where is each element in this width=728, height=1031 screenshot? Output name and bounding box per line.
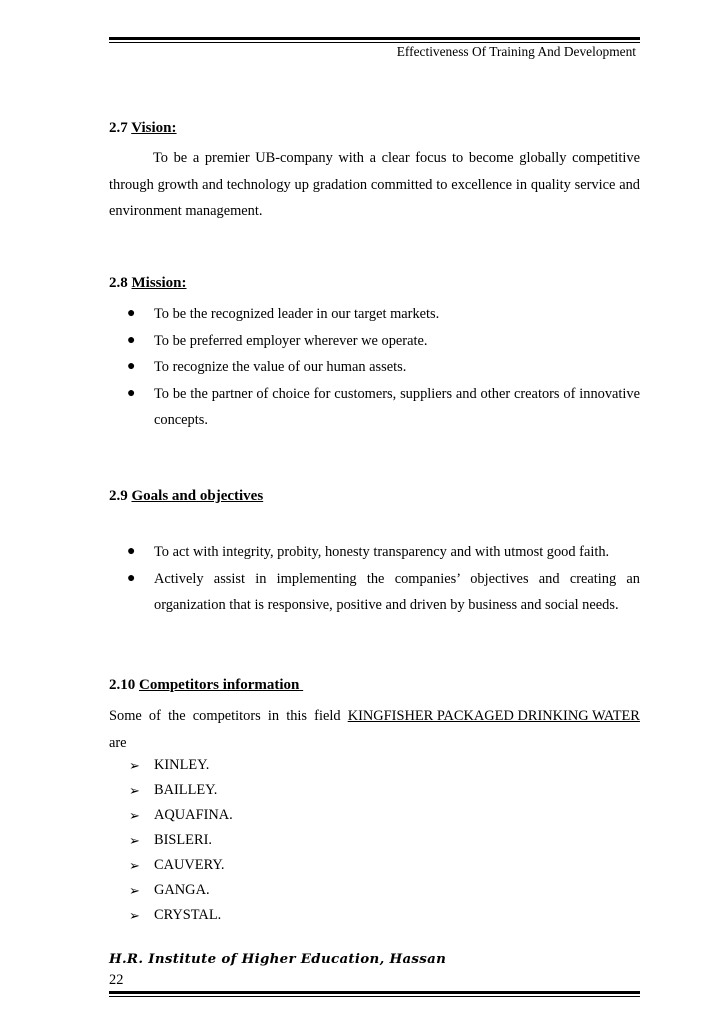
list-item: ● To be the partner of choice for customers, suppliers and other creators of innovative concepts. (109, 381, 640, 434)
arrow-bullet-icon: ➢ (129, 883, 140, 898)
mission-number: 2.8 (109, 275, 128, 291)
footer-rule-thin (109, 996, 640, 997)
vision-number: 2.7 (109, 120, 128, 136)
running-header: Effectiveness Of Training And Development (396, 44, 636, 59)
competitors-brand: KINGFISHER PACKAGED DRINKING WATER (347, 708, 640, 724)
competitors-number: 2.10 (109, 677, 136, 693)
list-item: ➢ GANGA. (109, 878, 233, 903)
list-item: ➢ CRYSTAL. (109, 903, 233, 928)
list-item: ➢ BAILLEY. (109, 778, 233, 803)
vision-text: To be a premier UB-company with a clear focus to become globally competitive through growth and technology up gradation committed to excellence in quality service and environment management. (109, 150, 640, 219)
competitors-intro: Some of the competitors in this field KINGFISHER PACKAGED DRINKING WATER (109, 703, 640, 729)
list-item: ➢ AQUAFINA. (109, 803, 233, 828)
mission-heading (109, 275, 187, 292)
arrow-bullet-icon: ➢ (129, 808, 140, 823)
bullet-icon: ● (127, 332, 136, 348)
header-rule-thick (109, 37, 640, 40)
bullet-icon: ● (127, 385, 136, 401)
vision-heading (109, 120, 177, 137)
vision-paragraph (109, 145, 640, 225)
list-item: ➢ BISLERI. (109, 828, 233, 853)
arrow-bullet-icon: ➢ (129, 833, 140, 848)
list-item: ● To act with integrity, probity, honesty transparency and with utmost good faith. (109, 539, 640, 566)
mission-title: Mission: (131, 275, 187, 291)
goals-number: 2.9 (109, 488, 128, 504)
page-number: 22 (109, 972, 124, 988)
bullet-icon: ● (127, 544, 136, 559)
bullet-icon: ● (127, 359, 136, 374)
arrow-bullet-icon: ➢ (129, 758, 140, 773)
bullet-icon: ● (127, 570, 136, 586)
goals-heading (109, 488, 263, 505)
bullet-icon: ● (127, 306, 136, 321)
footer-institution: H.R. Institute of Higher Education, Hassan (109, 951, 447, 967)
list-item: ➢ CAUVERY. (109, 853, 233, 878)
list-item: ● Actively assist in implementing the companies’ objectives and creating an organization that is responsive, positive and driven by business and social needs. (109, 566, 640, 619)
arrow-bullet-icon: ➢ (129, 908, 140, 923)
list-item: ● To recognize the value of our human assets. (109, 354, 640, 381)
list-item: ● To be preferred employer wherever we operate. (109, 328, 640, 355)
arrow-bullet-icon: ➢ (129, 783, 140, 798)
mission-list (109, 301, 640, 434)
competitors-heading (109, 677, 303, 694)
header-rule-thin (109, 42, 640, 43)
list-item: ➢ KINLEY. (109, 753, 233, 778)
competitors-title: Competitors information (139, 677, 300, 693)
footer-rule-thick (109, 991, 640, 994)
competitors-intro-end: are (109, 735, 127, 751)
goals-list (109, 539, 640, 619)
arrow-bullet-icon: ➢ (129, 858, 140, 873)
goals-title: Goals and objectives (131, 488, 264, 504)
list-item: ● To be the recognized leader in our target markets. (109, 301, 640, 328)
vision-title: Vision: (131, 120, 177, 136)
competitors-list (109, 753, 233, 928)
